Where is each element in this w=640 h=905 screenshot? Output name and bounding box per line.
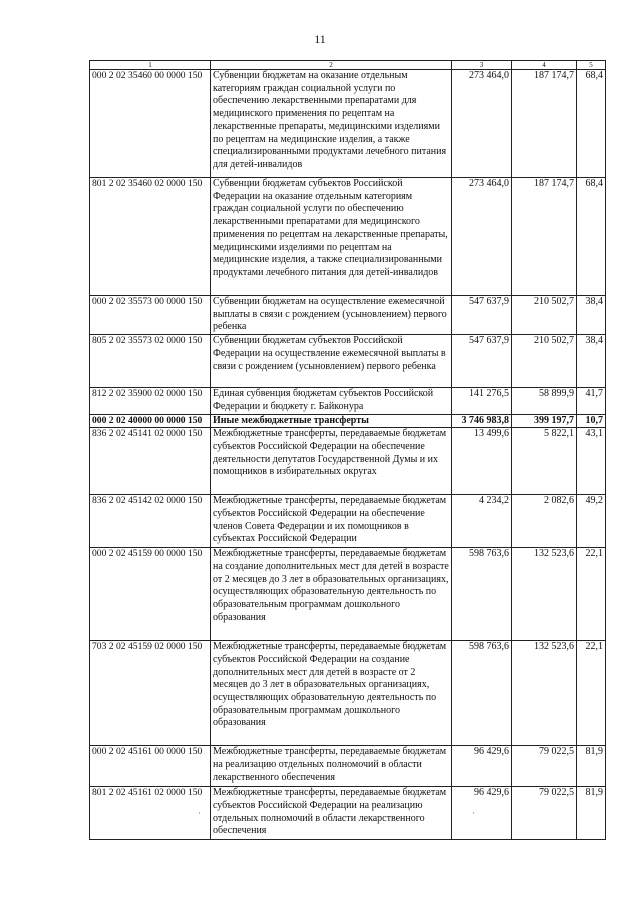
scan-mark: · [472,808,475,818]
column-number: 5 [577,61,606,70]
executed-amount-cell: 79 022,5 [512,787,577,840]
percent-cell: 43,1 [577,428,606,495]
percent-cell: 49,2 [577,495,606,548]
approved-amount-cell: 4 234,2 [452,495,512,548]
column-number: 2 [211,61,452,70]
approved-amount-cell: 547 637,9 [452,296,512,335]
approved-amount-cell: 598 763,6 [452,641,512,746]
executed-amount-cell: 187 174,7 [512,178,577,296]
budget-code-cell: 801 2 02 35460 02 0000 150 [90,178,211,296]
description-cell: Субвенции бюджетам субъектов Российской Федерации на оказание отдельным категориям граждан социальной услуги по обеспечению лекарственными препаратами для медицинского применения по рецептам на лекарственные препараты, медицинскими изделиями по рецептам на медицинские изделия, а также специализированными продуктами лечебного питания для детей-инвалидов [211,178,452,296]
percent-cell: 41,7 [577,388,606,414]
description-cell: Субвенции бюджетам на осуществление ежемесячной выплаты в связи с рождением (усыновлением) первого ребенка [211,296,452,335]
executed-amount-cell: 79 022,5 [512,746,577,787]
scan-mark: · [198,808,201,818]
budget-code-cell: 703 2 02 45159 02 0000 150 [90,641,211,746]
table-row [90,495,606,548]
budget-code-cell: 000 2 02 35573 00 0000 150 [90,296,211,335]
budget-code-cell: 836 2 02 45142 02 0000 150 [90,495,211,548]
executed-amount-cell: 58 899,9 [512,388,577,414]
percent-cell: 81,9 [577,787,606,840]
percent-cell: 22,1 [577,548,606,641]
percent-cell: 38,4 [577,335,606,388]
description-cell: Субвенции бюджетам на оказание отдельным категориям граждан социальной услуги по обеспечению лекарственными препаратами для медицинского применения по рецептам на лекарственные препараты, медицинскими изделиями по рецептам на медицинские изделия, а также специализированными продуктами лечебного питания для детей-инвалидов [211,70,452,178]
table-row [90,746,606,787]
budget-code-cell: 805 2 02 35573 02 0000 150 [90,335,211,388]
budget-code-cell: 000 2 02 35460 00 0000 150 [90,70,211,178]
budget-table [89,60,606,840]
description-cell: Межбюджетные трансферты, передаваемые бюджетам на создание дополнительных мест для детей в возрасте от 2 месяцев до 3 лет в образовательных организациях, осуществляющих образовательную деятельность по образовательным программам дошкольного образования [211,548,452,641]
budget-code-cell: 812 2 02 35900 02 0000 150 [90,388,211,414]
budget-code-cell: 000 2 02 40000 00 0000 150 [90,414,211,428]
executed-amount-cell: 5 822,1 [512,428,577,495]
table-row [90,641,606,746]
approved-amount-cell: 96 429,6 [452,746,512,787]
description-cell: Межбюджетные трансферты, передаваемые бюджетам субъектов Российской Федерации на создание дополнительных мест для детей в возрасте от 2 месяцев до 3 лет в образовательных организациях, осуществляющих образовательную деятельность по образовательным программам дошкольного образования [211,641,452,746]
table-row [90,335,606,388]
description-cell: Межбюджетные трансферты, передаваемые бюджетам субъектов Российской Федерации на обеспечение членов Совета Федерации и их помощников в субъектах Российской Федерации [211,495,452,548]
table-row [90,70,606,178]
percent-cell: 10,7 [577,414,606,428]
executed-amount-cell: 399 197,7 [512,414,577,428]
scan-marks [0,808,640,828]
budget-code-cell: 000 2 02 45159 00 0000 150 [90,548,211,641]
percent-cell: 38,4 [577,296,606,335]
table-row [90,388,606,414]
table-row [90,548,606,641]
table-row [90,178,606,296]
budget-code-cell: 801 2 02 45161 02 0000 150 [90,787,211,840]
executed-amount-cell: 187 174,7 [512,70,577,178]
column-number: 4 [512,61,577,70]
description-cell: Межбюджетные трансферты, передаваемые бюджетам субъектов Российской Федерации на обеспечение деятельности депутатов Государственной Думы и их помощников в избирательных округах [211,428,452,495]
column-number: 3 [452,61,512,70]
table-body [90,61,606,840]
approved-amount-cell: 598 763,6 [452,548,512,641]
approved-amount-cell: 96 429,6 [452,787,512,840]
description-cell: Межбюджетные трансферты, передаваемые бюджетам на реализацию отдельных полномочий в области лекарственного обеспечения [211,746,452,787]
approved-amount-cell: 13 499,6 [452,428,512,495]
executed-amount-cell: 132 523,6 [512,548,577,641]
approved-amount-cell: 3 746 983,8 [452,414,512,428]
executed-amount-cell: 210 502,7 [512,296,577,335]
table-row [90,414,606,428]
description-cell: Межбюджетные трансферты, передаваемые бюджетам субъектов Российской Федерации на реализацию отдельных полномочий в области лекарственного обеспечения [211,787,452,840]
executed-amount-cell: 210 502,7 [512,335,577,388]
budget-code-cell: 000 2 02 45161 00 0000 150 [90,746,211,787]
approved-amount-cell: 273 464,0 [452,178,512,296]
budget-code-cell: 836 2 02 45141 02 0000 150 [90,428,211,495]
approved-amount-cell: 547 637,9 [452,335,512,388]
percent-cell: 22,1 [577,641,606,746]
column-number: 1 [90,61,211,70]
description-cell: Иные межбюджетные трансферты [211,414,452,428]
percent-cell: 68,4 [577,70,606,178]
page-number: 11 [314,32,326,46]
percent-cell: 68,4 [577,178,606,296]
approved-amount-cell: 273 464,0 [452,70,512,178]
executed-amount-cell: 2 082,6 [512,495,577,548]
percent-cell: 81,9 [577,746,606,787]
executed-amount-cell: 132 523,6 [512,641,577,746]
description-cell: Субвенции бюджетам субъектов Российской Федерации на осуществление ежемесячной выплаты в связи с рождением (усыновлением) первого ребенка [211,335,452,388]
description-cell: Единая субвенция бюджетам субъектов Российской Федерации и бюджету г. Байконура [211,388,452,414]
approved-amount-cell: 141 276,5 [452,388,512,414]
table-row [90,296,606,335]
column-number-row [90,61,606,70]
table-row [90,428,606,495]
